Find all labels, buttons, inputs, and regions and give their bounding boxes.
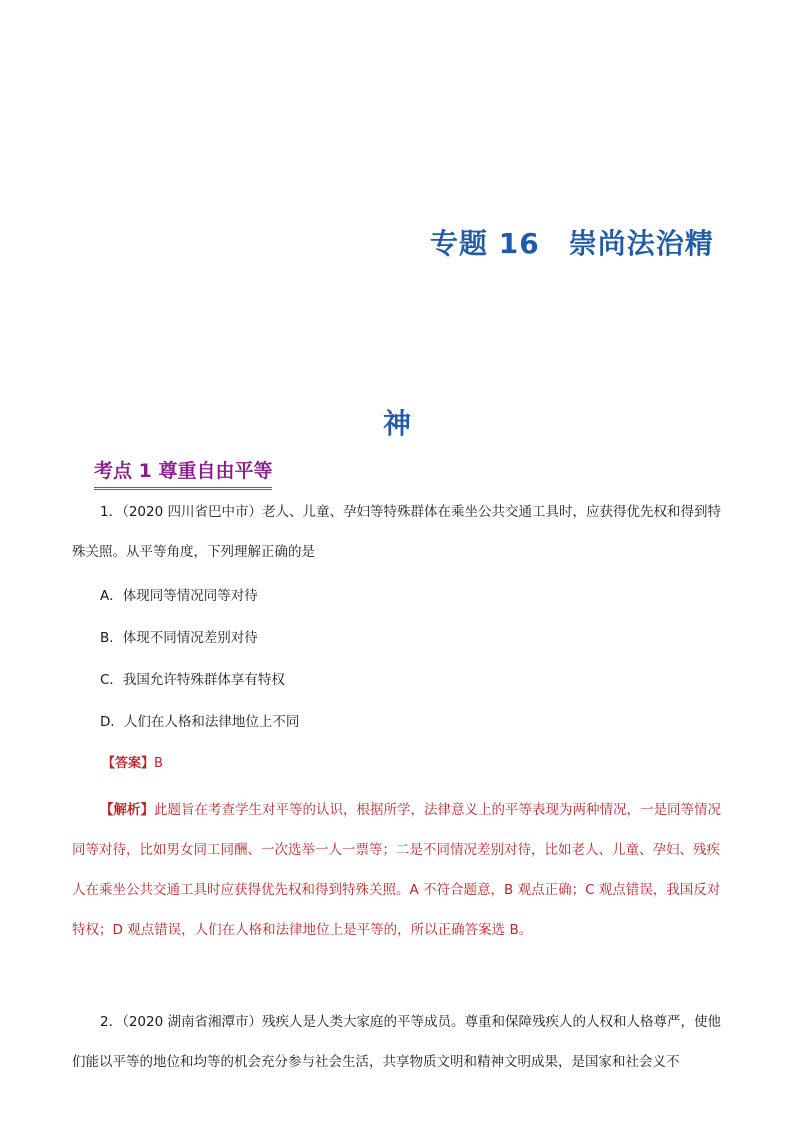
answer-tag: 【答案】 [102, 756, 155, 771]
analysis-text: 此题旨在考查学生对平等的认识，根据所学，法律意义上的平等表现为两种情况，一是同等情况同等对待，比如男女同工同酬、一次选举一人一票等；二是不同情况差别对待，比如老人、儿童、孕妇、残疾人在乘坐公共交通工具时应获得优先权和得到特殊关照。A 不符合题意，B 观点正确；C 观点错误，我国反对特权；D 观点错误，人们在人格和法律地位上是平等的，所以正确答案选 B。 [72, 802, 721, 938]
answer-line [102, 752, 163, 771]
option-c: C．我国允许特殊群体享有特权 [100, 672, 285, 688]
doc-title-line2: 神 [382, 407, 411, 440]
option-a: A．体现同等情况同等对待 [100, 588, 258, 604]
doc-title-line1: 专题 16 崇尚法治精 [430, 227, 714, 260]
question-2-text: 2．（2020 湖南省湘潭市）残疾人是人类大家庭的平等成员。尊重和保障残疾人的人权和人格尊严，使他们能以平等的地位和均等的机会充分参与社会生活，共享物质文明和精神文明成果，是国家和社会义不 [72, 1014, 721, 1070]
option-b: B．体现不同情况差别对待 [100, 630, 258, 646]
option-d: D．人们在人格和法律地位上不同 [100, 714, 300, 730]
analysis-paragraph [72, 790, 724, 950]
section-heading: 考点 1 尊重自由平等 [94, 456, 272, 490]
analysis-tag: 【解析】 [100, 802, 154, 818]
question-1-text: 1．（2020 四川省巴中市）老人、儿童、孕妇等特殊群体在乘坐公共交通工具时，应获得优先权和得到特殊关照。从平等角度，下列理解正确的是 [72, 504, 721, 560]
answer-value: B [154, 756, 163, 771]
